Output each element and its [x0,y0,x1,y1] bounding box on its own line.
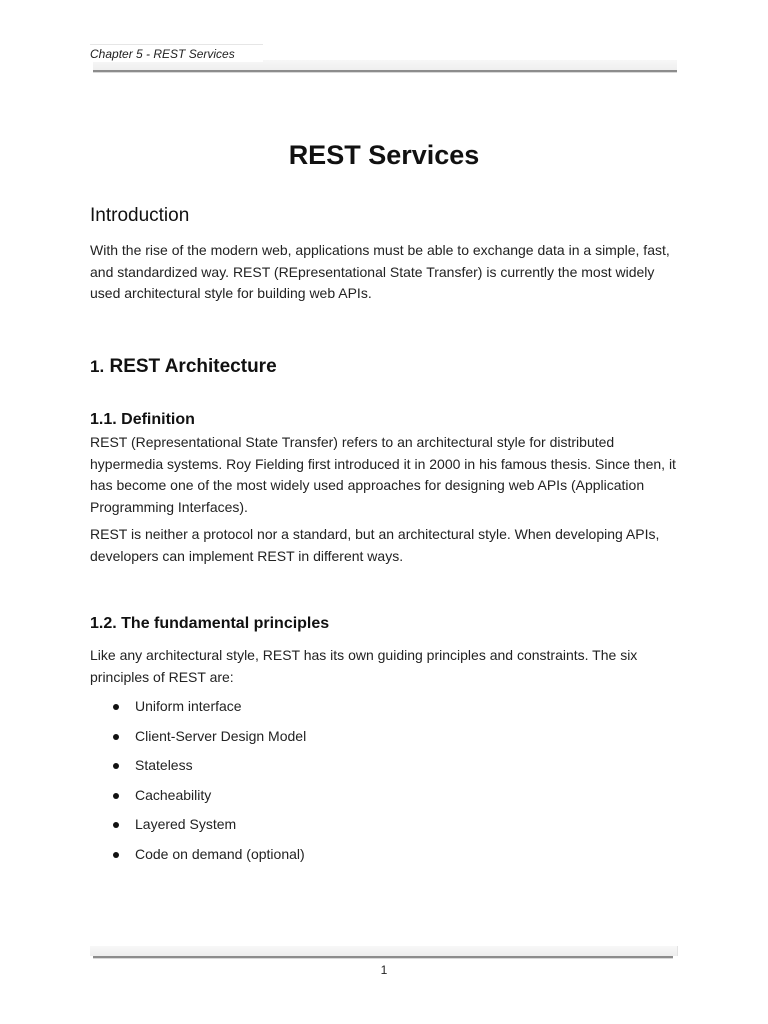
list-item [90,755,650,785]
paragraph-line: Like any architectural style, REST has its own guiding principles and constraints. The six [90,647,638,663]
paragraph-line: hypermedia systems. Roy Fielding first introduced it in 2000 in his famous thesis. Since then, it [90,455,676,472]
paragraph-line: REST (Representational State Transfer) refers to an architectural style for distributed [90,434,615,450]
paragraph-line: used architectural style for building web APIs. [90,285,372,302]
paragraph-line: principles of REST are: [90,668,234,685]
paragraph-line: Programming Interfaces). [90,498,248,515]
paragraph-line: With the rise of the modern web, applications must be able to exchange data in a simple, fast, [90,242,670,258]
footer-rule [93,956,673,959]
section-1-heading [90,355,277,379]
bullet-icon [113,704,119,710]
list-item [90,814,650,844]
bullet-icon [113,852,119,858]
header-rule [93,70,677,73]
list-item [90,844,650,874]
introduction-paragraph [90,240,676,305]
introduction-heading: Introduction [90,205,190,226]
chapter-label: Chapter 5 - REST Services [90,44,263,62]
paragraph-line: REST is neither a protocol nor a standard, but an architectural style. When developing APIs, [90,526,660,542]
section-1-2-title: The fundamental principles [121,615,330,632]
list-item-text: Layered System [135,816,237,832]
section-1-number: 1. [90,357,105,376]
section-1-2-heading [90,614,329,634]
section-1-2-number: 1.2. [90,615,117,632]
bullet-icon [113,763,119,769]
definition-paragraph-2 [90,524,676,567]
list-item-text: Uniform interface [135,698,242,714]
bullet-icon [113,793,119,799]
page-number: 1 [380,963,388,977]
paragraph-line: and standardized way. REST (REpresentational State Transfer) is currently the most widely [90,263,655,280]
section-1-1-heading [90,410,195,430]
list-item [90,696,650,726]
running-header [90,44,677,74]
list-item-text: Cacheability [135,786,212,803]
section-1-1-title: Definition [121,411,195,428]
list-item-text: Client-Server Design Model [135,727,307,744]
list-item-text: Stateless [135,757,193,773]
list-item [90,785,650,815]
paragraph-line: has become one of the most widely used approaches for designing web APIs (Application [90,477,645,494]
principles-intro-paragraph [90,645,676,688]
section-1-title: REST Architecture [109,356,277,377]
section-1-1-number: 1.1. [90,411,117,428]
definition-paragraph-1 [90,432,676,518]
bullet-icon [113,822,119,828]
document-title: REST Services [288,140,480,170]
list-item-text: Code on demand (optional) [135,845,305,862]
footer-band [90,946,678,956]
list-item [90,726,650,756]
paragraph-line: developers can implement REST in different ways. [90,547,404,564]
principles-list [90,696,650,873]
bullet-icon [113,734,119,740]
